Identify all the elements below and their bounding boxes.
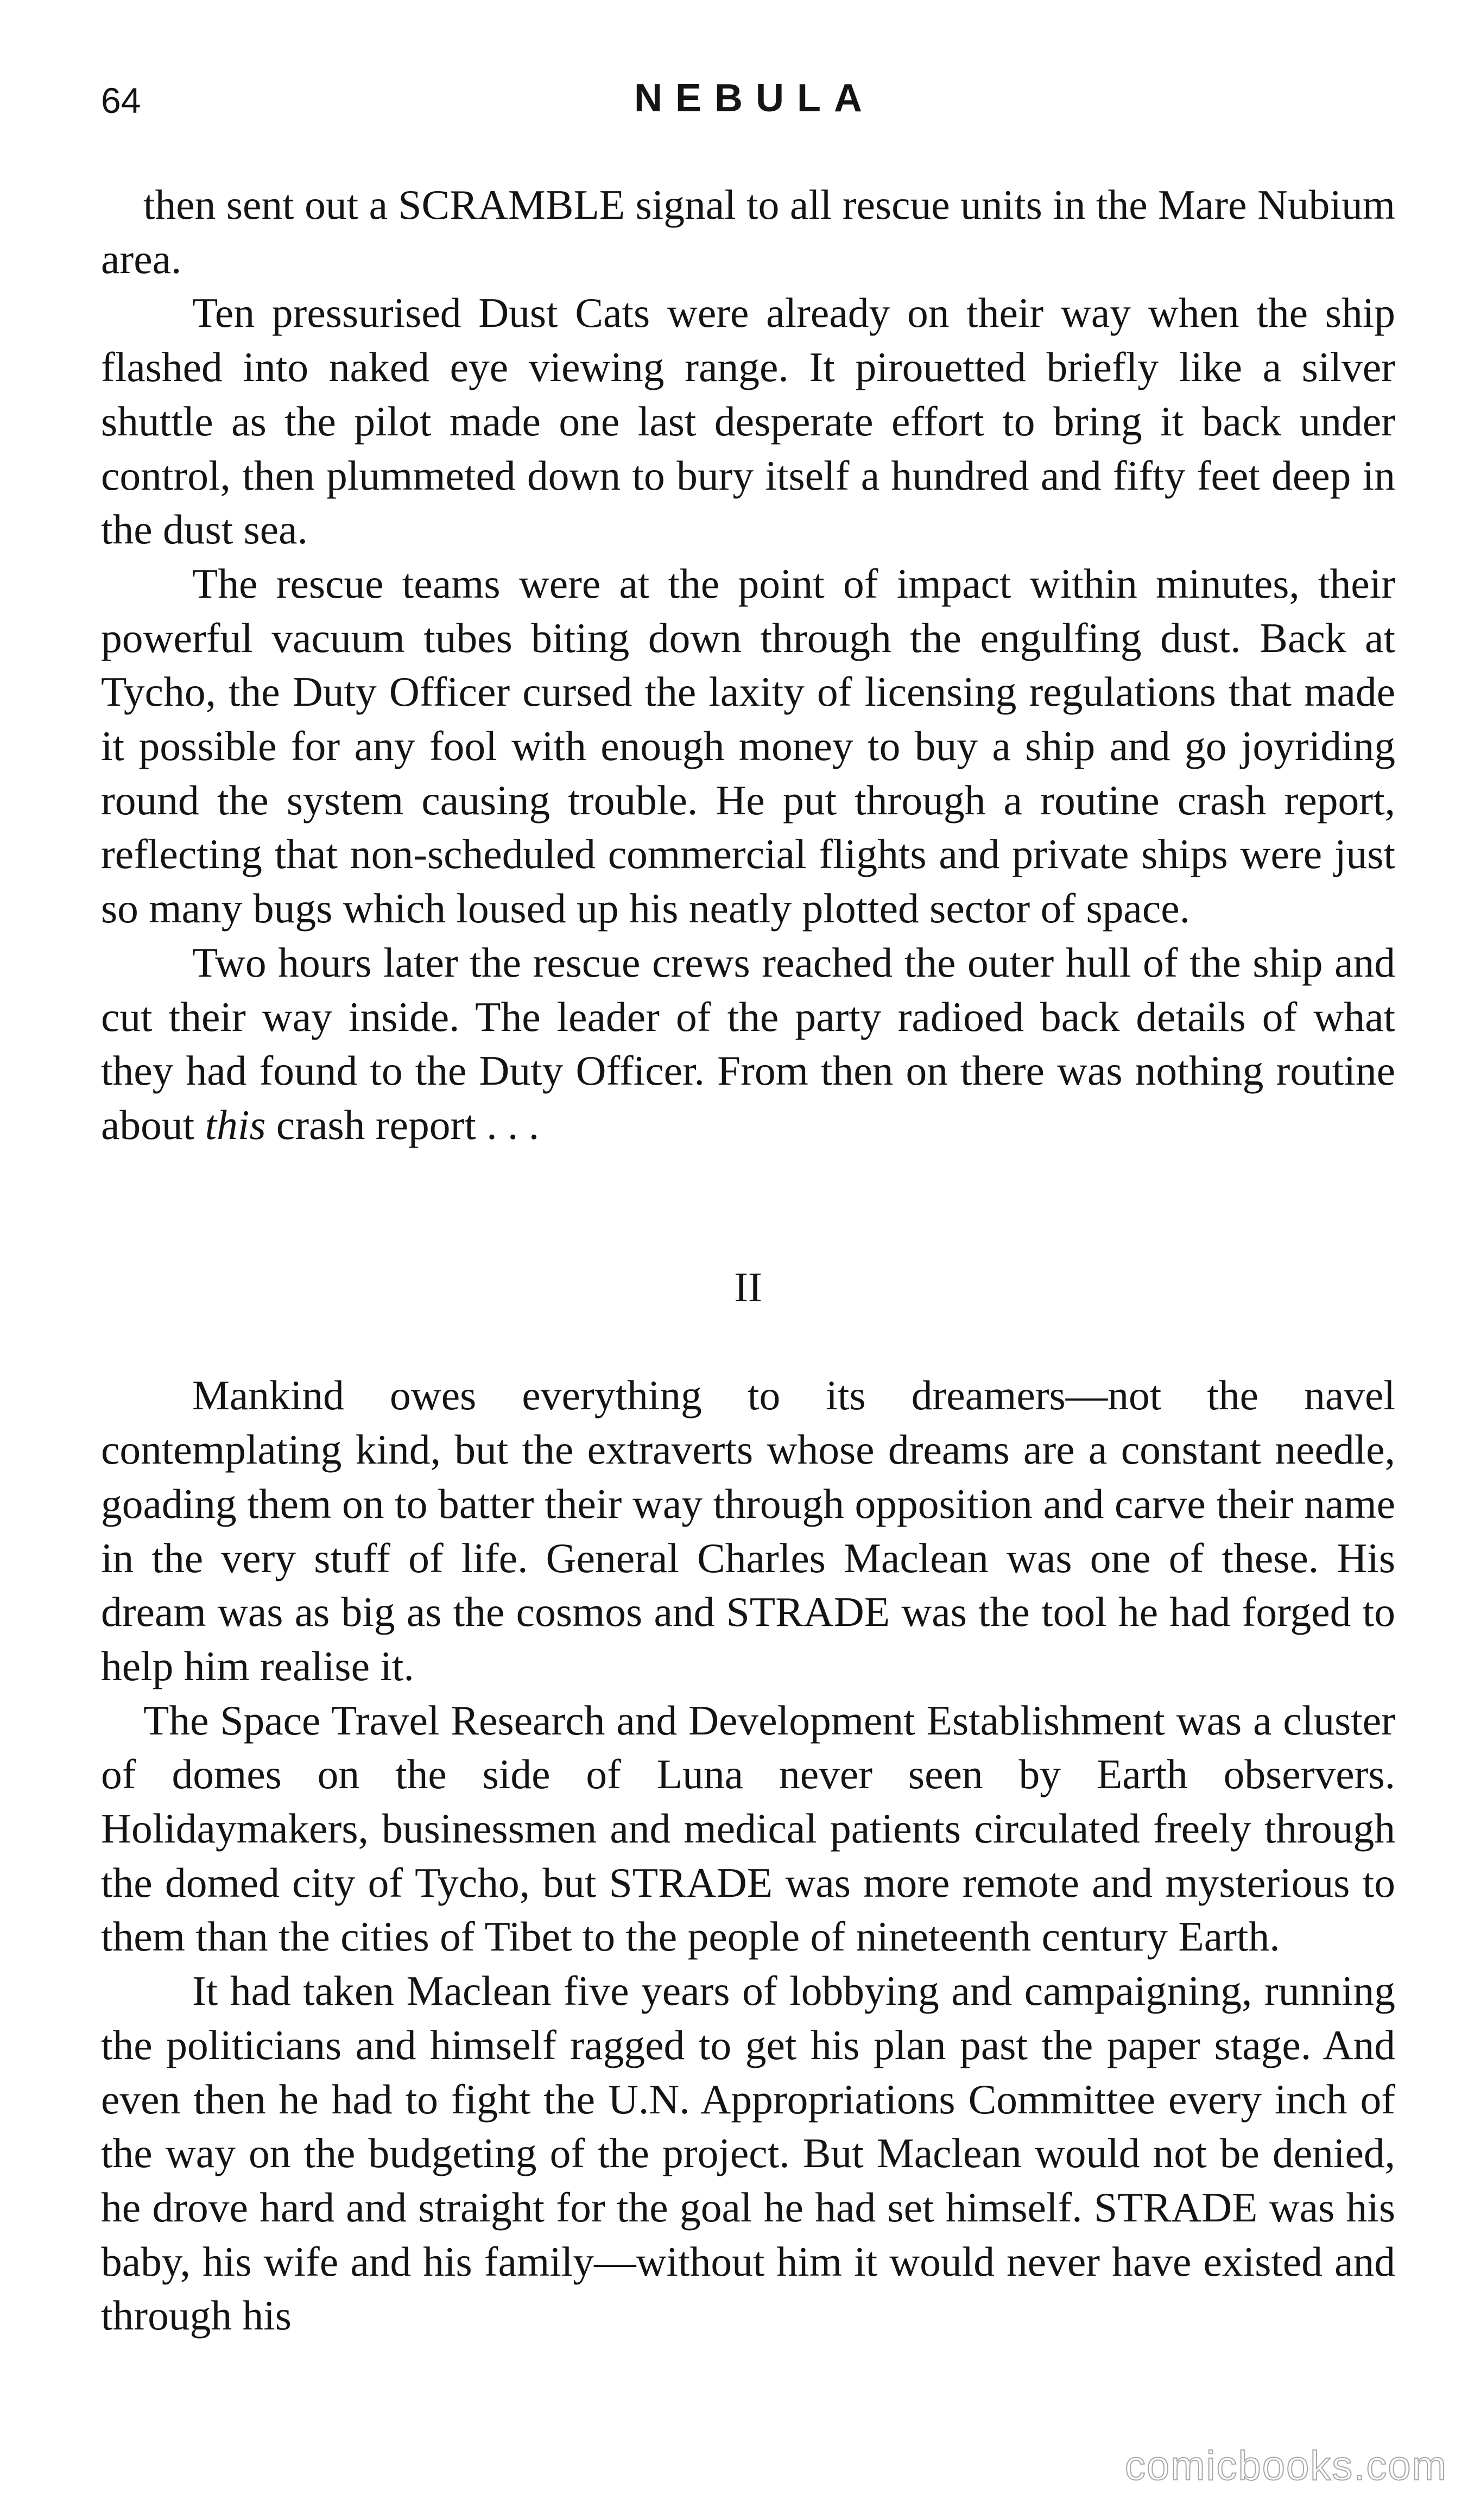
running-head: NEBULA [634,77,875,120]
paragraph-5: Mankind owes everything to its dreamers—not the navel contemplating kind, but the extraverts whose dreams are a constant needle, goading them on to batter their way through opposition and carve their name in the very stuff of life. General Charles Maclean was one of these. His dream was as big as the cosmos and STRADE was the tool he had forged to help him realise it. [101,1372,1395,1689]
emphasized-word: this [205,1101,266,1148]
body-text [101,178,1395,2343]
page-number: 64 [101,80,141,121]
paragraph-6: The Space Travel Research and Development Establishment was a cluster of domes on the side of Luna never seen by Earth observers. Holidaymakers, businessmen and medical patients circulated freely through the domed city of Tycho, but STRADE was more remote and mysterious to them than the cities of Tibet to the people of nineteenth century Earth. [101,1696,1395,1960]
page-header [101,71,1395,136]
paragraph-2: Ten pressurised Dust Cats were already on their way when the ship flashed into naked eye viewing range. It pirouetted briefly like a silver shuttle as the pilot made one last desperate effort to bring it back under control, then plummeted down to bury itself a hundred and fifty feet deep in the dust sea. [101,289,1395,553]
paragraph-1: then sent out a SCRAMBLE signal to all rescue units in the Mare Nubium area. [101,181,1395,282]
paragraph-3: The rescue teams were at the point of impact within minutes, their powerful vacuum tubes biting down through the engulfing dust. Back at Tycho, the Duty Officer cursed the laxity of licensing regulations that made it possible for any fool with enough money to buy a ship and go joyriding round the system causing trouble. He put through a routine crash report, reflecting that non-scheduled commercial flights and private ships were just so many bugs which loused up his neatly plotted sector of space. [101,560,1395,932]
site-watermark: comicbooks.com [1125,2443,1447,2489]
paragraph-4-text-before-emphasis: Two hours later the rescue crews reached the outer hull of the ship and cut their way inside. The leader of the party radioed back details of what they had found to the Duty Officer. From then on there was nothing routine about [101,939,1395,1148]
paragraph-4 [101,936,1395,1153]
paragraph-7: It had taken Maclean five years of lobbying and campaigning, running the politicians and himself ragged to get his plan past the paper stage. And even then he had to fight the U.N. Appropriations Committee every inch of the way on the budgeting of the project. But Maclean would not be denied, he drove hard and straight for the goal he had set himself. STRADE was his baby, his wife and his family—without him it would never have existed and through his [101,1967,1395,2339]
section-break-space-bottom [101,1315,1395,1369]
paragraph-4-text-after-emphasis: crash report . . . [265,1101,540,1148]
section-break-space-top [101,1153,1395,1261]
section-number: II [734,1264,762,1311]
